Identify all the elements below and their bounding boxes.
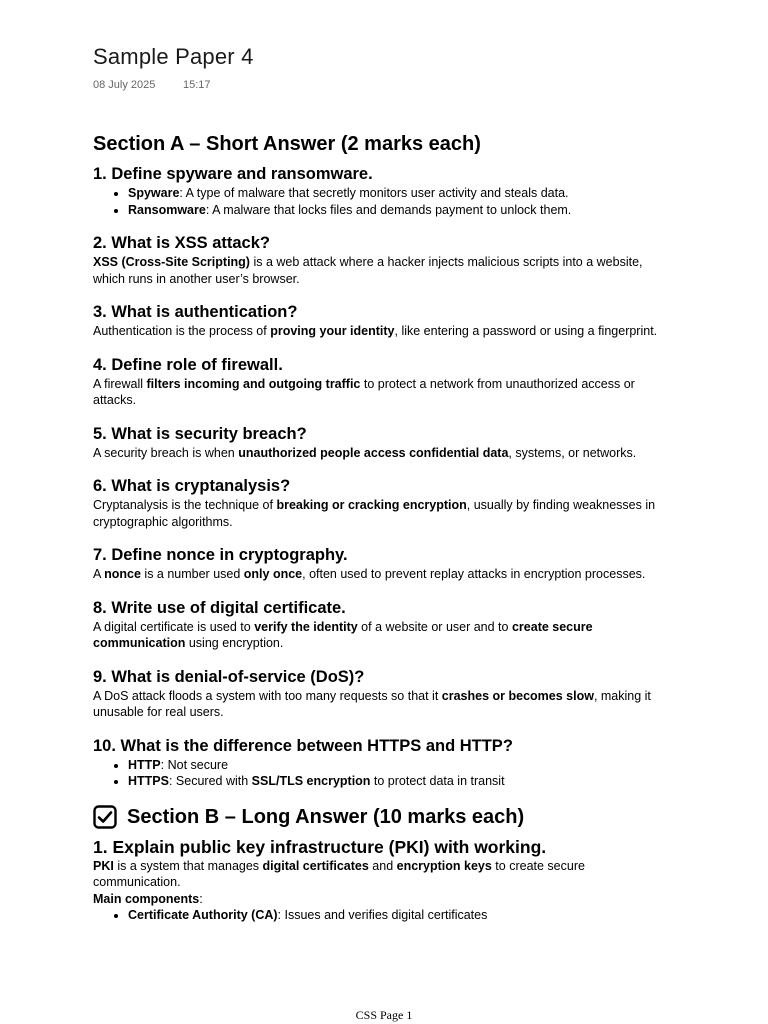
term-bold: HTTP [128,757,161,772]
answer-text: , systems, or networks. [508,445,637,460]
answer-bold: digital certificates [262,858,369,873]
answer-list-a10 [93,757,673,790]
question-block-a2 [93,232,673,287]
answer-list-a1 [93,185,673,218]
answer-a7 [93,566,673,583]
list-item [128,202,673,219]
answer-text: is a system that manages [113,858,263,873]
answer-text: A digital certificate is used to [93,619,255,634]
check-box-icon [93,805,117,829]
question-a10: 10. What is the difference between HTTPS and HTTP? [93,736,513,755]
answer-text: and [368,858,397,873]
question-block-a6 [93,475,673,530]
answer-bold: XSS (Cross-Site Scripting) [93,255,250,269]
term-text: : Issues and verifies digital certificates [277,908,488,922]
question-block-a9 [93,666,673,721]
answer-b1 [93,858,673,891]
term-bold: Certificate Authority (CA) [128,908,278,922]
question-block-a7 [93,544,673,583]
question-block-a4 [93,354,673,409]
answer-text: Cryptanalysis is the technique of [93,498,277,512]
page-title: Sample Paper 4 [93,44,254,69]
answer-text: Authentication is the process of [93,324,271,338]
answer-text: , making it unusable for real users. [93,688,651,719]
term-text: : Secured with [168,774,252,788]
page-time: 15:17 [183,79,211,91]
section-b-heading-row [93,804,673,830]
question-block-a8 [93,597,673,652]
list-item [128,185,673,202]
components-label [93,891,673,908]
answer-text: , like entering a password or using a fingerprint. [394,324,658,338]
term-bold: Spyware [128,186,180,200]
term-text: : Not secure [160,757,229,772]
question-b1: 1. Explain public key infrastructure (PKI) with working. [93,836,547,857]
question-block-a10 [93,735,673,790]
term-text: : A type of malware that secretly monitors user activity and steals data. [179,186,569,200]
question-block-a3 [93,301,673,340]
answer-bold: verify the identity [254,619,358,634]
question-a6: 6. What is cryptanalysis? [93,477,291,495]
answer-bold: breaking or cracking encryption [276,498,467,512]
question-block-a1 [93,163,673,218]
answer-bold: crashes or becomes slow [441,688,594,703]
answer-text: to protect a network from unauthorized access or attacks. [93,376,635,407]
answer-bold: proving your identity [270,324,395,338]
question-a4: 4. Define role of firewall. [93,355,283,374]
answer-bold: only once [243,567,303,581]
question-a1: 1. Define spyware and ransomware. [93,165,373,183]
question-a3: 3. What is authentication? [93,303,298,321]
page-date: 08 July 2025 [93,79,156,91]
answer-text: of a website or user and to [357,619,512,634]
term-bold: HTTPS [128,774,169,788]
answer-a2 [93,254,673,287]
section-b-heading: Section B – Long Answer (10 marks each) [127,805,525,828]
term-bold: Ransomware [128,202,206,217]
answer-text: : [199,891,203,906]
answer-text: A DoS attack floods a system with too many requests so that it [93,688,442,703]
page-meta [93,79,211,91]
term-text: : A malware that locks files and demands payment to unlock them. [205,202,572,217]
answer-text: , often used to prevent replay attacks in encryption processes. [302,567,646,581]
answer-text: using encryption. [185,636,284,650]
answer-bold: encryption keys [396,858,492,873]
term-text: to protect data in transit [370,774,505,788]
term-bold: SSL/TLS encryption [251,774,371,788]
answer-a9 [93,688,673,721]
answer-bold: filters incoming and outgoing traffic [146,376,361,391]
answer-a8 [93,619,673,652]
page-footer: CSS Page 1 [355,1008,413,1022]
answer-text: to create secure communication. [93,858,585,889]
answer-text: A [93,567,105,581]
answer-bold: nonce [104,567,141,581]
question-block-b1 [93,836,673,924]
page-content [93,131,673,938]
question-a8: 8. Write use of digital certificate. [93,598,346,617]
question-a9: 9. What is denial-of-service (DoS)? [93,667,365,686]
answer-a5 [93,445,673,462]
answer-list-b1 [93,907,673,924]
section-a-heading: Section A – Short Answer (2 marks each) [93,133,481,155]
answer-text: A firewall [93,376,147,391]
list-item [128,907,673,924]
question-a5: 5. What is security breach? [93,424,307,443]
answer-text: is a web attack where a hacker injects malicious scripts into a website, which runs in another user’s browser. [93,255,643,286]
answer-text: A security breach is when [93,445,239,460]
list-item [128,757,673,774]
question-a2: 2. What is XSS attack? [93,234,270,252]
answer-a3 [93,323,673,340]
answer-a4 [93,376,673,409]
answer-a6 [93,497,673,530]
list-item [128,773,673,790]
answer-text: is a number used [140,567,244,581]
answer-bold: Main components [93,891,200,906]
answer-bold: PKI [93,858,114,873]
answer-bold: create secure communication [93,619,593,650]
answer-text: , usually by finding weaknesses in cryptographic algorithms. [93,498,656,529]
answer-bold: unauthorized people access confidential data [238,445,509,460]
question-a7: 7. Define nonce in cryptography. [93,546,348,564]
question-block-a5 [93,423,673,462]
